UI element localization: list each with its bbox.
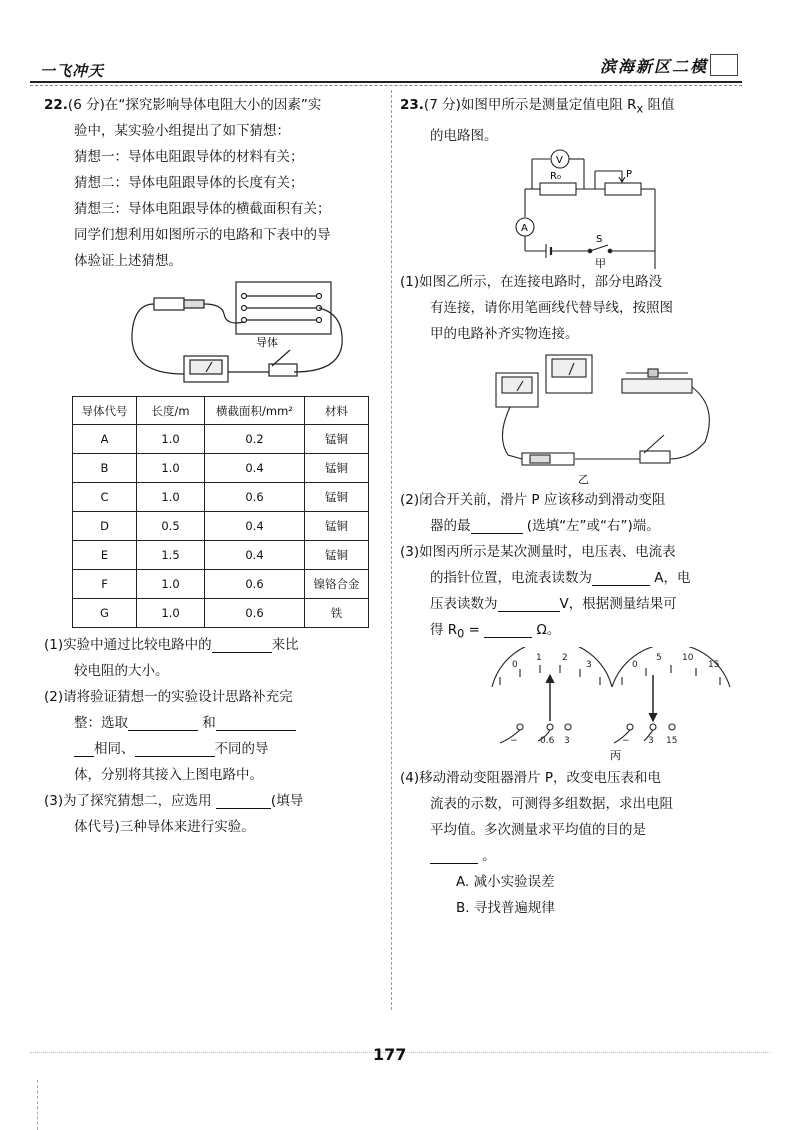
q22-line7: 体验证上述猜想。 [74, 253, 182, 269]
q22-guess-3: 猜想三：导体电阻跟导体的横截面积有关； [74, 201, 331, 217]
answer-blank[interactable] [216, 791, 271, 809]
q23-sub4-line3: 平均值。多次测量求平均值的目的是 [430, 822, 646, 839]
q22-circuit-figure [44, 274, 384, 392]
ammeter-terminal: 3 [564, 736, 570, 747]
answer-blank[interactable] [216, 713, 296, 731]
q23-line2: 的电路图。 [430, 127, 498, 144]
exam-title: 滨海新区二模 [599, 57, 708, 76]
answer-blank[interactable] [212, 635, 272, 653]
q22-sub3: (3)为了探究猜想二，应选用 (填导 [44, 793, 304, 809]
table-row: A 1.0 0.2 锰铜 [73, 425, 369, 454]
q23-sub3-line4: 得 $R_0 = \Omega$。 [430, 621, 561, 641]
ammeter-tick-label: 3 [586, 660, 592, 671]
header-ornament [710, 54, 738, 76]
voltmeter-tick-label: 15 [708, 660, 720, 671]
ammeter-symbol: A [521, 222, 528, 234]
q22-line2: 验中，某实验小组提出了如下猜想： [74, 123, 290, 139]
q22-sub2: (2)请将验证猜想一的实验设计思路补充完 [44, 689, 293, 705]
col-code: 导体代号 [73, 397, 137, 425]
answer-blank[interactable] [430, 846, 478, 864]
answer-blank[interactable] [74, 739, 94, 757]
q23-sub3: (3)如图丙所示是某次测量时，电压表、电流表 [400, 543, 676, 560]
answer-blank[interactable] [135, 739, 215, 757]
option-b[interactable]: B. 寻找普遍规律 [456, 900, 555, 917]
answer-blank[interactable] [471, 516, 523, 534]
answer-blank[interactable] [498, 594, 560, 612]
table-header-row [73, 397, 369, 425]
circuit-figure-yi [400, 347, 748, 487]
q22-sub3-cont: 体代号)三种导体来进行实验。 [74, 819, 255, 835]
answer-blank[interactable] [128, 713, 198, 731]
table-row: C 1.0 0.6 锰铜 [73, 483, 369, 512]
q22-line6: 同学们想利用如图所示的电路和下表中的导 [74, 227, 331, 243]
q22-sub2-line2: 整：选取 和 [44, 710, 384, 736]
figure-caption-jia: 甲 [595, 256, 606, 269]
table-row: F 1.0 0.6 镍铬合金 [73, 570, 369, 599]
column-divider [391, 90, 392, 1010]
page-number: 177 [373, 1045, 407, 1064]
q22-line1: 22.(6 分)在“探究影响导体电阻大小的因素”实 [44, 97, 322, 113]
ammeter-tick-label: 0 [512, 660, 518, 671]
q23-sub1-line3: 甲的电路补齐实物连接。 [430, 325, 579, 342]
meter-readings-figure-bing [400, 647, 748, 763]
header-rule-dashed [30, 85, 742, 86]
question-22 [44, 92, 384, 840]
table-row: E 1.5 0.4 锰铜 [73, 541, 369, 570]
answer-blank[interactable] [484, 620, 532, 638]
header-rule [30, 81, 742, 83]
q22-sub2-line4: 体，分别将其接入上图电路中。 [74, 767, 263, 783]
circuit-diagram-jia [400, 149, 748, 269]
r0-label: R₀ [550, 170, 561, 182]
answer-blank[interactable] [592, 568, 650, 586]
q23-sub2: (2)闭合开关前，滑片 P 应该移动到滑动变阻 [400, 491, 666, 508]
col-area: 横截面积/mm² [205, 397, 305, 425]
q22-sub1: (1)实验中通过比较电路中的 来比 [44, 637, 299, 653]
ammeter-tick-label: 2 [562, 653, 568, 664]
q23-sub3-line2: 的指针位置，电流表读数为 A，电 [430, 569, 691, 586]
option-a[interactable]: A. 减小实验误差 [456, 874, 555, 891]
voltmeter-terminal: 3 [648, 736, 654, 747]
ammeter-terminal: − [510, 736, 518, 747]
q23-sub2-line2: 器的最 (选填“左”或“右”)端。 [430, 517, 660, 534]
brand-logo: 一飞冲天 [40, 62, 105, 80]
ammeter-terminal: 0.6 [540, 736, 555, 747]
q23-sub4-line2: 流表的示数，可测得多组数据，求出电阻 [430, 796, 673, 813]
col-length: 长度/m [137, 397, 205, 425]
col-material: 材料 [305, 397, 369, 425]
voltmeter-tick-label: 0 [632, 660, 638, 671]
q23-sub1-line2: 有连接，请你用笔画线代替导线，按照图 [430, 299, 673, 316]
q22-guess-2: 猜想二：导体电阻跟导体的长度有关； [74, 175, 304, 191]
ammeter-tick-label: 1 [536, 653, 542, 664]
table-row: B 1.0 0.4 锰铜 [73, 454, 369, 483]
voltmeter-terminal: 15 [666, 736, 678, 747]
q23-line1: 23.(7 分)如图甲所示是测量定值电阻 $R_x$ 阻值 [400, 97, 675, 116]
q22-guess-1: 猜想一：导体电阻跟导体的材料有关； [74, 149, 304, 165]
voltmeter-terminal: − [622, 736, 630, 747]
binding-margin-mark [37, 1080, 38, 1130]
slider-p-label: P [626, 168, 633, 180]
q22-sub2-line3: 相同、 不同的导 [44, 736, 384, 762]
figure-caption-bing: 丙 [610, 749, 621, 763]
q23-sub4-line4: 。 [400, 843, 748, 869]
q22-sub1-cont: 较电阻的大小。 [74, 663, 169, 679]
table-row: G 1.0 0.6 铁 [73, 599, 369, 628]
q23-sub4: (4)移动滑动变阻器滑片 P，改变电压表和电 [400, 770, 662, 787]
conductor-table [72, 396, 369, 628]
q23-sub3-line3: 压表读数为 V，根据测量结果可 [430, 595, 677, 612]
table-row: D 0.5 0.4 锰铜 [73, 512, 369, 541]
voltmeter-symbol: V [556, 154, 563, 166]
voltmeter-tick-label: 10 [682, 653, 694, 664]
figure-caption-yi: 乙 [578, 472, 589, 486]
q23-sub1: (1)如图乙所示，在连接电路时，部分电路没 [400, 273, 663, 290]
switch-s-label: S [596, 233, 603, 245]
question-23 [400, 92, 748, 921]
conductor-label: 导体 [256, 336, 278, 349]
voltmeter-tick-label: 5 [656, 653, 662, 664]
